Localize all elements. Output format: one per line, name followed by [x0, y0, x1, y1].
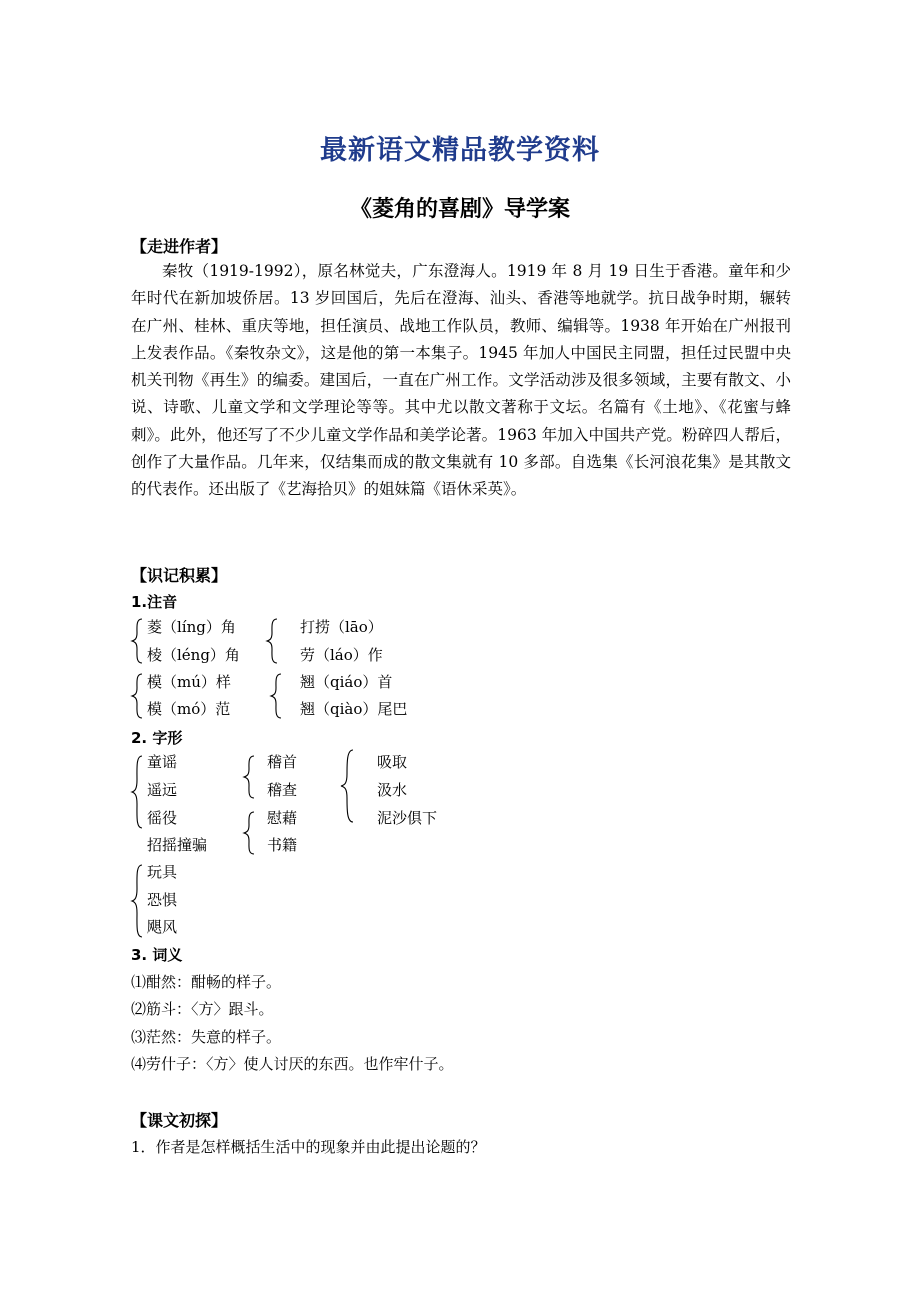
brace-icon — [131, 672, 143, 720]
author-paragraph: 秦牧（1919-1992），原名林觉夫，广东澄海人。1919 年 8 月 19 日生于香港。童年和少年时代在新加坡侨居。13 岁回国后，先后在澄海、汕头、香港等地就学。抗日战争时期，辗转在广州、桂林、重庆等地，担任演员、战地工作队员，教师、编辑等。1938 年开始在广州报刊上发表作品。《秦牧杂文》，这是他的第一本集子。1945 年加人中国民主同盟，担任过民盟中央机关刊物《再生》的编委。建国后，一直在广州工作。文学活动涉及很多领域，主要有散文、小说、诗歌、儿童文学和文学理论等等。其中尤以散文著称于文坛。名篇有《土地》、《花蜜与蜂刺》。此外，他还写了不少儿童文学作品和美学论著。1963 年加入中国共产党。粉碎四人帮后，创作了大量作品。几年来，仅结集而成的散文集就有 10 多部。自选集《长河浪花集》是其散文的代表作。还出版了《艺海拾贝》的姐妹篇《语休采英》。 — [131, 262, 791, 499]
pinyin-word: 棱（léng）角 — [147, 646, 240, 664]
brace-icon — [270, 672, 282, 720]
meanings-label: 3. 词义 — [131, 946, 183, 964]
brace-icon — [243, 810, 255, 856]
glyph-word: 汲水 — [377, 781, 408, 799]
pinyin-word: 翘（qiào）尾巴 — [300, 700, 408, 718]
glyph-word: 泥沙俱下 — [377, 809, 438, 827]
meaning-item: ⑴酣然：酣畅的样子。 — [131, 973, 282, 991]
banner-title: 最新语文精品教学资料 — [320, 135, 600, 166]
pinyin-word: 模（mó）范 — [147, 700, 231, 718]
pinyin-label: 1.注音 — [131, 593, 178, 611]
glyph-word: 稽首 — [267, 753, 298, 771]
page-title: 《菱角的喜剧》导学案 — [349, 197, 570, 222]
pinyin-word: 菱（líng）角 — [147, 618, 236, 636]
brace-icon — [340, 748, 354, 824]
glyph-word: 恐惧 — [147, 891, 178, 909]
meaning-item: ⑷劳什子：〈方〉使人讨厌的东西。也作牢什子。 — [131, 1055, 454, 1073]
glyph-word: 童谣 — [147, 753, 178, 771]
glyphs-label: 2. 字形 — [131, 729, 183, 747]
question-item: 1．作者是怎样概括生活中的现象并由此提出论题的？ — [131, 1138, 486, 1156]
glyph-word: 慰藉 — [267, 809, 298, 827]
glyph-word: 书籍 — [267, 836, 298, 854]
brace-icon — [131, 617, 143, 665]
glyph-word: 吸取 — [377, 753, 408, 771]
pinyin-word: 模（mú）样 — [147, 673, 231, 691]
meaning-item: ⑶茫然：失意的样子。 — [131, 1028, 282, 1046]
section-heading-author: 【走进作者】 — [131, 237, 228, 256]
glyph-word: 飓风 — [147, 918, 178, 936]
glyph-word: 玩具 — [147, 863, 178, 881]
brace-icon — [131, 754, 143, 830]
glyph-word: 徭役 — [147, 809, 178, 827]
brace-icon — [243, 754, 255, 800]
glyph-word: 招摇撞骗 — [147, 836, 208, 854]
brace-icon — [266, 617, 278, 665]
glyph-word: 稽查 — [267, 781, 298, 799]
brace-icon — [131, 863, 143, 939]
pinyin-word: 翘（qiáo）首 — [300, 673, 393, 691]
glyph-word: 遥远 — [147, 781, 178, 799]
meaning-item: ⑵筋斗：〈方〉跟斗。 — [131, 1000, 274, 1018]
pinyin-word: 劳（láo）作 — [300, 646, 383, 664]
section-heading-explore: 【课文初探】 — [131, 1111, 228, 1130]
section-heading-accumulate: 【识记积累】 — [131, 566, 228, 585]
pinyin-word: 打捞（lāo） — [300, 618, 383, 636]
